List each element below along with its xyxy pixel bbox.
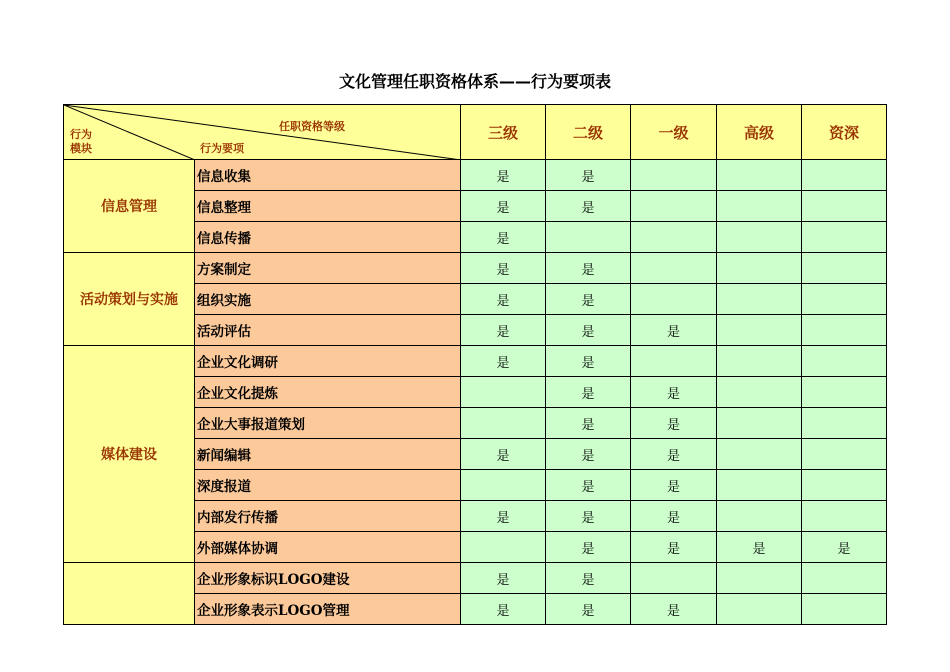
level-header-0: 三级 [461,105,546,160]
level-mark-cell [631,284,717,315]
level-mark-cell: 是 [461,160,546,191]
level-mark-cell [717,284,802,315]
level-mark-cell: 是 [631,315,717,346]
corner-module-label-line1: 行为 [70,128,92,141]
level-mark-cell [802,191,887,222]
level-mark-cell [717,222,802,253]
level-mark-cell: 是 [546,346,631,377]
level-mark-cell: 是 [461,191,546,222]
level-mark-cell [802,346,887,377]
table-row [64,253,887,284]
level-mark-cell: 是 [461,346,546,377]
behavior-item-cell: 信息整理 [195,191,461,222]
level-mark-cell [631,191,717,222]
level-mark-cell: 是 [461,439,546,470]
level-mark-cell [631,253,717,284]
level-mark-cell [717,501,802,532]
level-mark-cell [461,377,546,408]
level-mark-cell: 是 [717,532,802,563]
level-mark-cell [546,222,631,253]
behavior-table [63,104,887,625]
level-mark-cell [717,253,802,284]
level-mark-cell: 是 [631,408,717,439]
table-row [64,160,887,191]
behavior-item-cell: 深度报道 [195,470,461,501]
level-mark-cell [717,563,802,594]
level-mark-cell: 是 [802,532,887,563]
behavior-item-cell: 活动评估 [195,315,461,346]
behavior-item-cell: 组织实施 [195,284,461,315]
level-mark-cell [802,160,887,191]
level-mark-cell: 是 [546,253,631,284]
level-mark-cell: 是 [546,563,631,594]
behavior-item-cell: 外部媒体协调 [195,532,461,563]
level-mark-cell [717,315,802,346]
table-body [64,105,887,625]
header-row [64,105,887,160]
level-mark-cell [631,346,717,377]
behavior-item-cell: 内部发行传播 [195,501,461,532]
level-header-1: 二级 [546,105,631,160]
level-mark-cell [802,408,887,439]
table-row [64,346,887,377]
level-mark-cell: 是 [461,284,546,315]
level-mark-cell: 是 [631,594,717,625]
level-mark-cell: 是 [461,501,546,532]
level-header-3: 高级 [717,105,802,160]
module-name-cell [64,563,195,625]
level-mark-cell [717,408,802,439]
module-name-cell: 信息管理 [64,160,195,253]
level-mark-cell: 是 [546,315,631,346]
level-mark-cell: 是 [631,532,717,563]
level-mark-cell: 是 [546,594,631,625]
level-mark-cell: 是 [546,408,631,439]
level-mark-cell [717,439,802,470]
behavior-item-cell: 信息传播 [195,222,461,253]
header-corner-cell [64,105,461,160]
level-mark-cell: 是 [546,160,631,191]
level-mark-cell: 是 [461,315,546,346]
level-mark-cell [802,470,887,501]
corner-module-label-line2: 模块 [70,142,92,155]
level-mark-cell [802,222,887,253]
level-mark-cell [802,377,887,408]
level-mark-cell [717,346,802,377]
level-mark-cell [802,439,887,470]
level-mark-cell [631,160,717,191]
level-mark-cell [717,470,802,501]
level-mark-cell [802,563,887,594]
behavior-item-cell: 信息收集 [195,160,461,191]
level-mark-cell [461,408,546,439]
level-mark-cell [802,253,887,284]
level-mark-cell [717,594,802,625]
behavior-item-cell: 企业大事报道策划 [195,408,461,439]
level-mark-cell: 是 [546,284,631,315]
level-mark-cell: 是 [546,470,631,501]
level-mark-cell: 是 [546,501,631,532]
level-mark-cell: 是 [631,439,717,470]
table-row [64,563,887,594]
level-mark-cell: 是 [546,191,631,222]
level-mark-cell: 是 [631,470,717,501]
behavior-item-cell: 企业形象表示LOGO管理 [195,594,461,625]
level-mark-cell [802,315,887,346]
level-mark-cell [802,284,887,315]
level-mark-cell: 是 [546,532,631,563]
module-name-cell: 活动策划与实施 [64,253,195,346]
level-mark-cell [461,470,546,501]
level-mark-cell [717,160,802,191]
behavior-item-cell: 方案制定 [195,253,461,284]
level-mark-cell: 是 [546,377,631,408]
level-mark-cell [631,563,717,594]
level-header-2: 一级 [631,105,717,160]
behavior-item-cell: 企业文化提炼 [195,377,461,408]
corner-item-label: 行为要项 [200,142,244,155]
level-mark-cell [802,501,887,532]
level-mark-cell [717,377,802,408]
corner-diagonal-lines [64,105,461,160]
level-mark-cell [717,191,802,222]
level-header-4: 资深 [802,105,887,160]
level-mark-cell: 是 [546,439,631,470]
level-mark-cell: 是 [631,377,717,408]
level-mark-cell: 是 [461,594,546,625]
level-mark-cell: 是 [461,563,546,594]
behavior-item-cell: 企业文化调研 [195,346,461,377]
corner-level-label: 任职资格等级 [279,120,345,133]
level-mark-cell: 是 [461,253,546,284]
level-mark-cell: 是 [461,222,546,253]
level-mark-cell [461,532,546,563]
behavior-item-cell: 企业形象标识LOGO建设 [195,563,461,594]
module-name-cell: 媒体建设 [64,346,195,563]
behavior-item-cell: 新闻编辑 [195,439,461,470]
level-mark-cell: 是 [631,501,717,532]
page-title: 文化管理任职资格体系——行为要项表 [338,72,611,91]
level-mark-cell [802,594,887,625]
level-mark-cell [631,222,717,253]
